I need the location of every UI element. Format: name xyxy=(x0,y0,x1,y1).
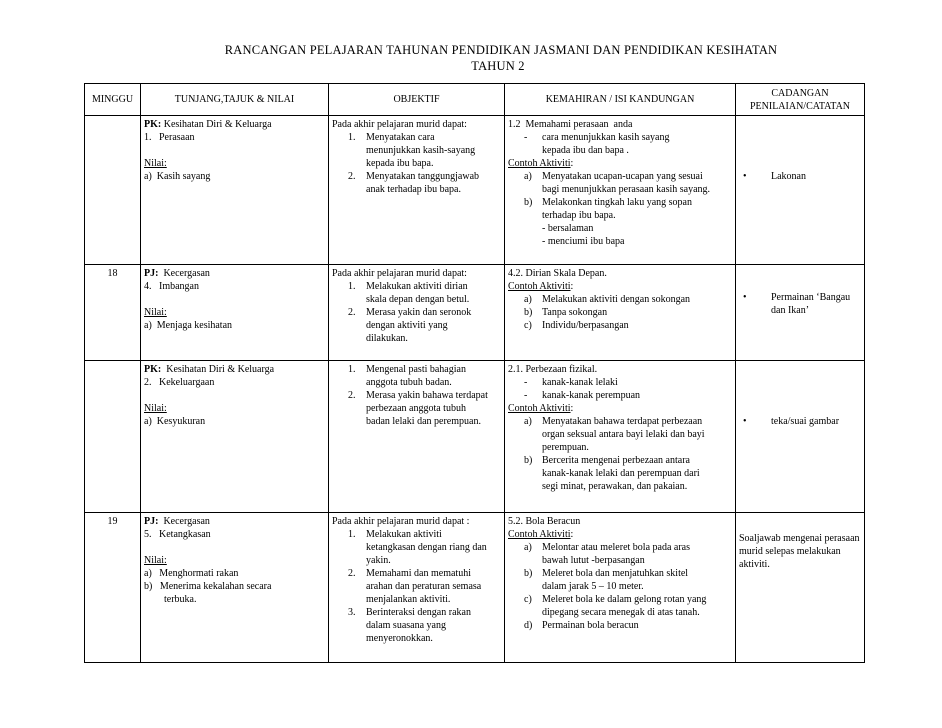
tunjang-title xyxy=(144,118,325,131)
tunjang-tajuk: Kecergasan xyxy=(158,268,210,279)
table-row xyxy=(85,265,865,361)
aktiviti-item-line: segi minat, perawakan, dan pakaian. xyxy=(542,481,688,492)
objektif-item-number: 1. xyxy=(348,364,356,375)
objektif-item-line: skala depan dengan betul. xyxy=(366,294,470,305)
objektif-item xyxy=(332,170,501,196)
minggu-cell xyxy=(85,361,141,513)
objektif-item-text xyxy=(366,306,471,345)
kemahiran-point-line: cara menunjukkan kasih sayang xyxy=(542,132,670,143)
header-minggu: MINGGU xyxy=(85,84,141,116)
aktiviti-item-text xyxy=(542,593,706,619)
tunjang-subtopic: 4. Imbangan xyxy=(144,281,199,292)
spacer xyxy=(144,541,325,554)
tunjang-tajuk: Kesihatan Diri & Keluarga xyxy=(161,364,275,375)
document-subtitle: TAHUN 2 xyxy=(471,59,525,73)
contoh-aktiviti-label: Contoh Aktiviti xyxy=(508,529,571,540)
table-row xyxy=(85,513,865,663)
objektif-item-line: dilakukan. xyxy=(366,333,408,344)
kemahiran-heading: 2.1. Perbezaan fizikal. xyxy=(508,364,598,375)
contoh-aktiviti: Contoh Aktiviti: xyxy=(508,529,574,540)
objektif-item-line: yakin. xyxy=(366,555,391,566)
objektif-item xyxy=(332,131,501,170)
objektif-item-number: 2. xyxy=(348,568,356,579)
aktiviti-item-line: - menciumi ibu bapa xyxy=(542,236,625,247)
kemahiran-point xyxy=(508,389,732,402)
objektif-item-line: Menyatakan tanggungjawab xyxy=(366,171,480,182)
minggu-cell: 18 xyxy=(85,265,141,361)
cadangan-text: Soaljawab mengenai perasaan murid selepas melakukan aktiviti. xyxy=(739,533,860,570)
contoh-aktiviti-label: Contoh Aktiviti xyxy=(508,281,571,292)
objektif-item-line: dengan aktiviti yang xyxy=(366,320,448,331)
cadangan-content xyxy=(739,532,861,571)
aktiviti-item-text xyxy=(542,541,690,567)
aktiviti-item-line: terhadap ibu bapa. xyxy=(542,210,616,221)
cadangan-content xyxy=(739,415,861,428)
aktiviti-item-number: b) xyxy=(524,307,533,318)
tunjang-cell xyxy=(141,265,329,361)
kemahiran-heading: 4.2. Dirian Skala Depan. xyxy=(508,268,607,279)
kemahiran-point-number: - xyxy=(524,390,528,401)
cadangan-text: teka/suai gambar xyxy=(771,416,840,427)
aktiviti-item xyxy=(508,593,732,619)
table-row xyxy=(85,361,865,513)
aktiviti-item-line: Melakukan aktiviti dengan sokongan xyxy=(542,294,691,305)
objektif-item-number: 1. xyxy=(348,281,356,292)
objektif-item-line: Mengenal pasti bahagian xyxy=(366,364,466,375)
tunjang-title xyxy=(144,267,325,280)
aktiviti-item-line: Menyatakan bahawa terdapat perbezaan xyxy=(542,416,703,427)
kemahiran-cell xyxy=(505,265,736,361)
contoh-aktiviti: Contoh Aktiviti: xyxy=(508,281,574,292)
header-cadangan-line1: CADANGAN xyxy=(771,87,829,99)
bullet-icon: • xyxy=(743,171,747,182)
objektif-item-line: Memahami dan mematuhi xyxy=(366,568,471,579)
objektif-item xyxy=(332,528,501,567)
contoh-aktiviti-label: Contoh Aktiviti xyxy=(508,158,571,169)
cadangan-text: Lakonan xyxy=(771,171,806,182)
nilai-item: a) Kesyukuran xyxy=(144,416,206,427)
aktiviti-item-text xyxy=(542,454,700,493)
objektif-item xyxy=(332,280,501,306)
aktiviti-item xyxy=(508,567,732,593)
aktiviti-item-line: Menyatakan ucapan-ucapan yang sesuai xyxy=(542,171,703,182)
objektif-item-text xyxy=(366,528,487,567)
kemahiran-point-number: - xyxy=(524,132,528,143)
aktiviti-item-number: b) xyxy=(524,455,533,466)
objektif-item-number: 2. xyxy=(348,307,356,318)
tunjang-subtopic: 5. Ketangkasan xyxy=(144,529,211,540)
objektif-item xyxy=(332,363,501,389)
kemahiran-point-line: kanak-kanak lelaki xyxy=(542,377,618,388)
document-title: RANCANGAN PELAJARAN TAHUNAN PENDIDIKAN JASMANI DAN PENDIDIKAN KESIHATAN xyxy=(224,43,778,57)
aktiviti-item-number: a) xyxy=(524,542,532,553)
aktiviti-item-line: Permainan bola beracun xyxy=(542,620,639,631)
kemahiran-point-line: kepada ibu dan bapa . xyxy=(542,145,629,156)
tunjang-tajuk: Kecergasan xyxy=(158,516,210,527)
kemahiran-cell xyxy=(505,361,736,513)
cadangan-content xyxy=(739,170,861,183)
aktiviti-item-text xyxy=(542,319,629,332)
tunjang-cell xyxy=(141,513,329,663)
objektif-item-line: Melakukan aktiviti xyxy=(366,529,442,540)
tunjang-tajuk: Kesihatan Diri & Keluarga xyxy=(161,119,272,130)
aktiviti-item-number: b) xyxy=(524,197,533,208)
aktiviti-item-number: a) xyxy=(524,294,532,305)
aktiviti-item xyxy=(508,196,732,248)
aktiviti-item xyxy=(508,306,732,319)
kemahiran-point xyxy=(508,376,732,389)
header-row xyxy=(85,84,865,116)
aktiviti-item-line: Melakonkan tingkah laku yang sopan xyxy=(542,197,692,208)
objektif-item-number: 2. xyxy=(348,390,356,401)
aktiviti-item xyxy=(508,415,732,454)
aktiviti-item-text xyxy=(542,293,690,306)
aktiviti-item xyxy=(508,619,732,632)
objektif-item xyxy=(332,306,501,345)
tunjang-label: PJ: xyxy=(144,516,159,527)
objektif-item-line: kepada ibu bapa. xyxy=(366,158,434,169)
kemahiran-point-text xyxy=(542,376,618,389)
contoh-aktiviti: Contoh Aktiviti: xyxy=(508,158,574,169)
kemahiran-point-text xyxy=(542,131,669,157)
nilai-item: a) Kasih sayang xyxy=(144,171,211,182)
aktiviti-item-line: perempuan. xyxy=(542,442,589,453)
aktiviti-item-number: b) xyxy=(524,568,533,579)
objektif-item-number: 3. xyxy=(348,607,356,618)
aktiviti-item-line: dipegang secara menegak di atas tanah. xyxy=(542,607,700,618)
objektif-cell xyxy=(329,361,505,513)
aktiviti-item-line: bagi menunjukkan perasaan kasih sayang. xyxy=(542,184,711,195)
objektif-item-line: ketangkasan dengan riang dan xyxy=(366,542,487,553)
aktiviti-item-number: a) xyxy=(524,171,532,182)
bullet-icon: • xyxy=(743,292,747,303)
objektif-item-text xyxy=(366,280,469,306)
nilai-item: terbuka. xyxy=(164,594,197,605)
bullet-icon: • xyxy=(743,416,747,427)
tunjang-label: PK: xyxy=(144,119,162,130)
objektif-item-number: 2. xyxy=(348,171,356,182)
objektif-item-line: anak terhadap ibu bapa. xyxy=(366,184,461,195)
aktiviti-item-text xyxy=(542,619,639,632)
aktiviti-item-line: Melontar atau meleret bola pada aras xyxy=(542,542,690,553)
objektif-intro: Pada akhir pelajaran murid dapat: xyxy=(332,119,467,130)
kemahiran-point-text xyxy=(542,389,640,402)
tunjang-label: PK: xyxy=(144,364,162,375)
nilai-item: a) Menjaga kesihatan xyxy=(144,320,233,331)
aktiviti-item-number: d) xyxy=(524,620,533,631)
aktiviti-item-line: dalam jarak 5 – 10 meter. xyxy=(542,581,644,592)
aktiviti-item-text xyxy=(542,306,607,319)
objektif-item-text xyxy=(366,170,479,196)
objektif-item xyxy=(332,389,501,428)
nilai-item: b) Menerima kekalahan secara xyxy=(144,581,272,592)
aktiviti-item-line: Meleret bola ke dalam gelong rotan yang xyxy=(542,594,707,605)
objektif-cell xyxy=(329,265,505,361)
objektif-item-line: menyeronokkan. xyxy=(366,633,433,644)
tunjang-cell xyxy=(141,116,329,265)
objektif-item-line: menunjukkan kasih-sayang xyxy=(366,145,476,156)
kemahiran-heading: 1.2 Memahami perasaan anda xyxy=(508,119,633,130)
objektif-item-line: Menyatakan cara xyxy=(366,132,435,143)
aktiviti-item-text xyxy=(542,170,710,196)
aktiviti-item-line: kanak-kanak lelaki dan perempuan dari xyxy=(542,468,700,479)
aktiviti-item-number: a) xyxy=(524,416,532,427)
nilai-label: Nilai: xyxy=(144,403,167,414)
nilai-label: Nilai: xyxy=(144,158,167,169)
kemahiran-point xyxy=(508,131,732,157)
minggu-cell: 19 xyxy=(85,513,141,663)
objektif-cell xyxy=(329,116,505,265)
header-tunjang: TUNJANG,TAJUK & NILAI xyxy=(141,84,329,116)
aktiviti-item-line: organ seksual antara bayi lelaki dan bayi xyxy=(542,429,705,440)
aktiviti-item-text xyxy=(542,196,692,248)
objektif-intro: Pada akhir pelajaran murid dapat: xyxy=(332,268,467,279)
aktiviti-item xyxy=(508,319,732,332)
kemahiran-point-number: - xyxy=(524,377,528,388)
tunjang-title xyxy=(144,515,325,528)
objektif-intro: Pada akhir pelajaran murid dapat : xyxy=(332,516,470,527)
objektif-item xyxy=(332,606,501,645)
header-cadangan-line2: PENILAIAN/CATATAN xyxy=(749,100,851,112)
tunjang-subtopic: 2. Kekeluargaan xyxy=(144,377,215,388)
objektif-item-line: badan lelaki dan perempuan. xyxy=(366,416,481,427)
cadangan-cell xyxy=(736,265,865,361)
kemahiran-point-line: kanak-kanak perempuan xyxy=(542,390,641,401)
objektif-item-line: anggota tubuh badan. xyxy=(366,377,452,388)
aktiviti-item-line: - bersalaman xyxy=(542,223,594,234)
aktiviti-item-line: Individu/berpasangan xyxy=(542,320,629,331)
objektif-item xyxy=(332,567,501,606)
aktiviti-item-number: c) xyxy=(524,320,532,331)
aktiviti-item-text xyxy=(542,567,688,593)
cadangan-cell xyxy=(736,116,865,265)
objektif-item-number: 1. xyxy=(348,529,356,540)
aktiviti-item xyxy=(508,170,732,196)
contoh-aktiviti: Contoh Aktiviti: xyxy=(508,403,574,414)
nilai-label: Nilai: xyxy=(144,555,167,566)
aktiviti-item-text xyxy=(542,415,705,454)
aktiviti-item-line: bawah lutut -berpasangan xyxy=(542,555,645,566)
objektif-item-line: arahan dan peraturan semasa xyxy=(366,581,482,592)
header-objektif: OBJEKTIF xyxy=(329,84,505,116)
spacer xyxy=(144,389,325,402)
objektif-item-line: menjalankan aktiviti. xyxy=(366,594,451,605)
objektif-item-line: Merasa yakin bahawa terdapat xyxy=(366,390,488,401)
aktiviti-item xyxy=(508,541,732,567)
tunjang-cell xyxy=(141,361,329,513)
objektif-item-line: Berinteraksi dengan rakan xyxy=(366,607,471,618)
kemahiran-cell xyxy=(505,513,736,663)
tunjang-label: PJ: xyxy=(144,268,159,279)
objektif-cell xyxy=(329,513,505,663)
objektif-item-text xyxy=(366,131,475,170)
header-kemahiran: KEMAHIRAN / ISI KANDUNGAN xyxy=(505,84,736,116)
contoh-aktiviti-label: Contoh Aktiviti xyxy=(508,403,571,414)
spacer xyxy=(144,293,325,306)
aktiviti-item xyxy=(508,293,732,306)
objektif-item-text xyxy=(366,606,471,645)
aktiviti-item xyxy=(508,454,732,493)
aktiviti-item-line: Bercerita mengenai perbezaan antara xyxy=(542,455,690,466)
aktiviti-item-line: Meleret bola dan menjatuhkan skitel xyxy=(542,568,689,579)
spacer xyxy=(144,144,325,157)
cadangan-content xyxy=(739,291,861,317)
cadangan-text: Permainan ‘Bangau dan Ikan’ xyxy=(771,292,851,316)
objektif-item-line: Melakukan aktiviti dirian xyxy=(366,281,468,292)
nilai-item: a) Menghormati rakan xyxy=(144,568,239,579)
table-row xyxy=(85,116,865,265)
objektif-item-number: 1. xyxy=(348,132,356,143)
cadangan-cell xyxy=(736,361,865,513)
table-body xyxy=(85,116,865,663)
header-cadangan xyxy=(736,84,865,116)
lesson-plan-table xyxy=(84,83,865,663)
cadangan-cell xyxy=(736,513,865,663)
objektif-item-line: dalam suasana yang xyxy=(366,620,446,631)
objektif-item-line: perbezaan anggota tubuh xyxy=(366,403,466,414)
objektif-item-line: Merasa yakin dan seronok xyxy=(366,307,472,318)
objektif-item-text xyxy=(366,389,488,428)
aktiviti-item-number: c) xyxy=(524,594,532,605)
nilai-label: Nilai: xyxy=(144,307,167,318)
objektif-item-text xyxy=(366,363,466,389)
tunjang-title xyxy=(144,363,325,376)
aktiviti-item-line: Tanpa sokongan xyxy=(542,307,608,318)
tunjang-subtopic: 1. Perasaan xyxy=(144,132,195,143)
minggu-cell xyxy=(85,116,141,265)
objektif-item-text xyxy=(366,567,481,606)
kemahiran-heading: 5.2. Bola Beracun xyxy=(508,516,581,527)
kemahiran-cell xyxy=(505,116,736,265)
